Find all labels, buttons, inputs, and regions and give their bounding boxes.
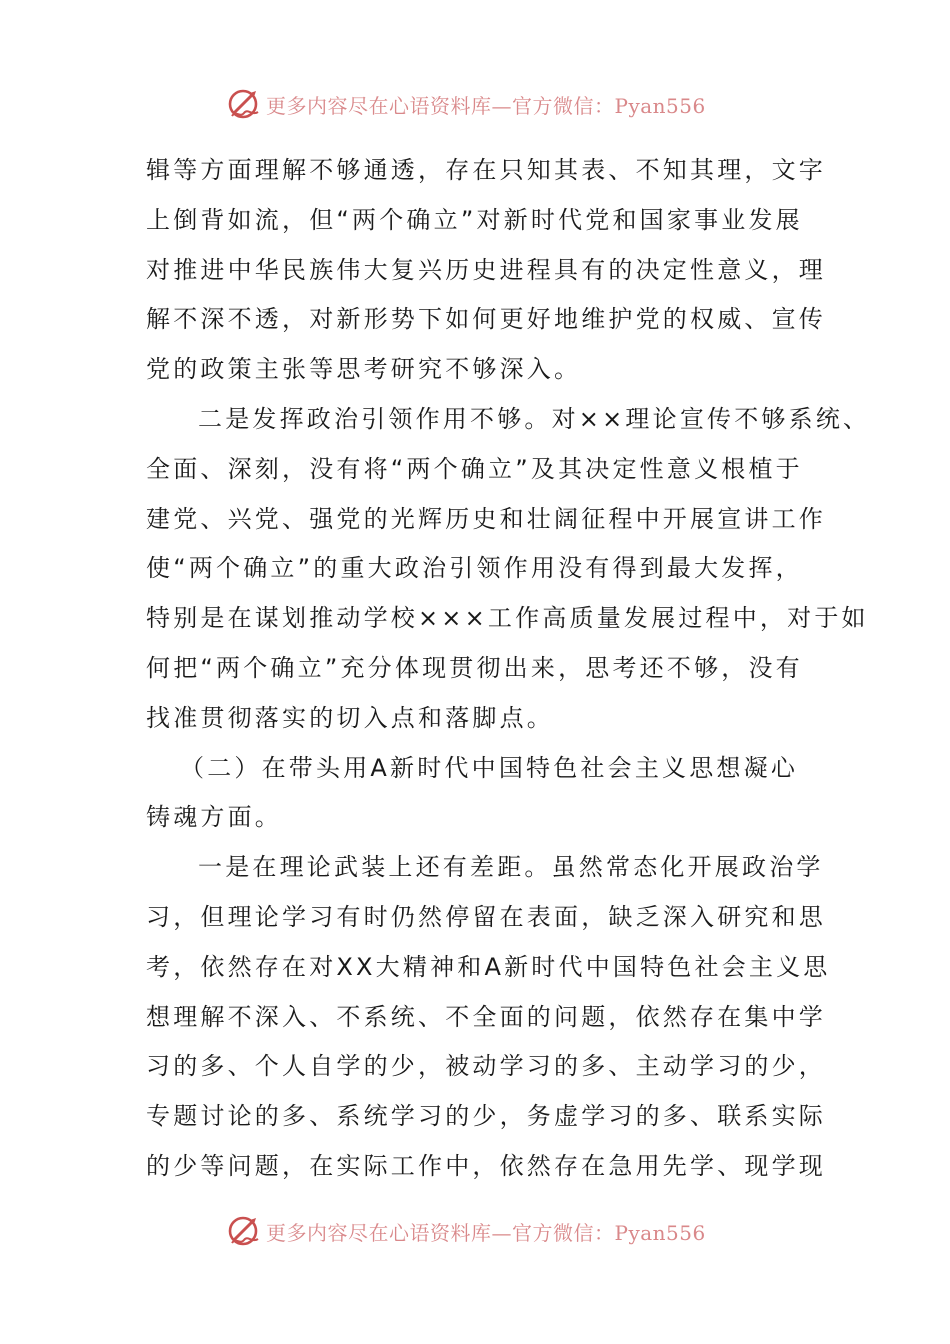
body-line: 建党、兴党、强党的光辉历史和壮阔征程中开展宣讲工作 (146, 504, 826, 533)
section-heading-line: （二）在带头用A新时代中国特色社会主义思想凝心 (180, 753, 799, 782)
body-line: 何把“两个确立”充分体现贯彻出来，思考还不够，没有 (146, 653, 803, 682)
paragraph-start-line: 二是发挥政治引领作用不够。对××理论宣传不够系统、 (198, 404, 871, 433)
body-line: 的少等问题，在实际工作中，依然存在急用先学、现学现 (146, 1151, 826, 1180)
body-line: 习，但理论学习有时仍然停留在表面，缺乏深入研究和思 (146, 902, 826, 931)
body-line: 想理解不深入、不系统、不全面的问题，依然存在集中学 (146, 1002, 826, 1031)
body-line: 党的政策主张等思考研究不够深入。 (146, 355, 582, 384)
body-line: 特别是在谋划推动学校×××工作高质量发展过程中，对于如 (146, 604, 869, 633)
body-line: 找准贯彻落实的切入点和落脚点。 (146, 703, 554, 732)
body-line: 辑等方面理解不够通透，存在只知其表、不知其理，文字 (146, 156, 826, 184)
body-line: 全面、深刻，没有将“两个确立”及其决定性意义根植于 (146, 454, 803, 483)
header-banner (226, 84, 746, 124)
section-heading-line: 铸魂方面。 (146, 803, 282, 832)
footer-banner-text: 更多内容尽在心语资料库—官方微信：Pyan556 (266, 1220, 706, 1245)
body-line: 考，依然存在对XX大精神和A新时代中国特色社会主义思 (146, 952, 831, 981)
pen-signature-logo-icon (226, 86, 262, 122)
paragraph-start-line: 一是在理论武装上还有差距。虽然常态化开展政治学 (198, 853, 824, 882)
body-line: 专题讨论的多、系统学习的少，务虚学习的多、联系实际 (146, 1102, 826, 1131)
body-line: 上倒背如流，但“两个确立”对新时代党和国家事业发展 (146, 205, 803, 234)
body-line: 使“两个确立”的重大政治引领作用没有得到最大发挥， (146, 554, 803, 583)
header-banner-text: 更多内容尽在心语资料库—官方微信：Pyan556 (266, 93, 706, 118)
body-line: 对推进中华民族伟大复兴历史进程具有的决定性意义，理 (146, 255, 826, 284)
pen-signature-logo-icon (226, 1213, 262, 1249)
document-body (146, 146, 871, 1192)
body-line: 解不深不透，对新形势下如何更好地维护党的权威、宣传 (146, 305, 826, 334)
body-line: 习的多、个人自学的少，被动学习的多、主动学习的少， (146, 1052, 826, 1081)
footer-banner (226, 1211, 746, 1251)
